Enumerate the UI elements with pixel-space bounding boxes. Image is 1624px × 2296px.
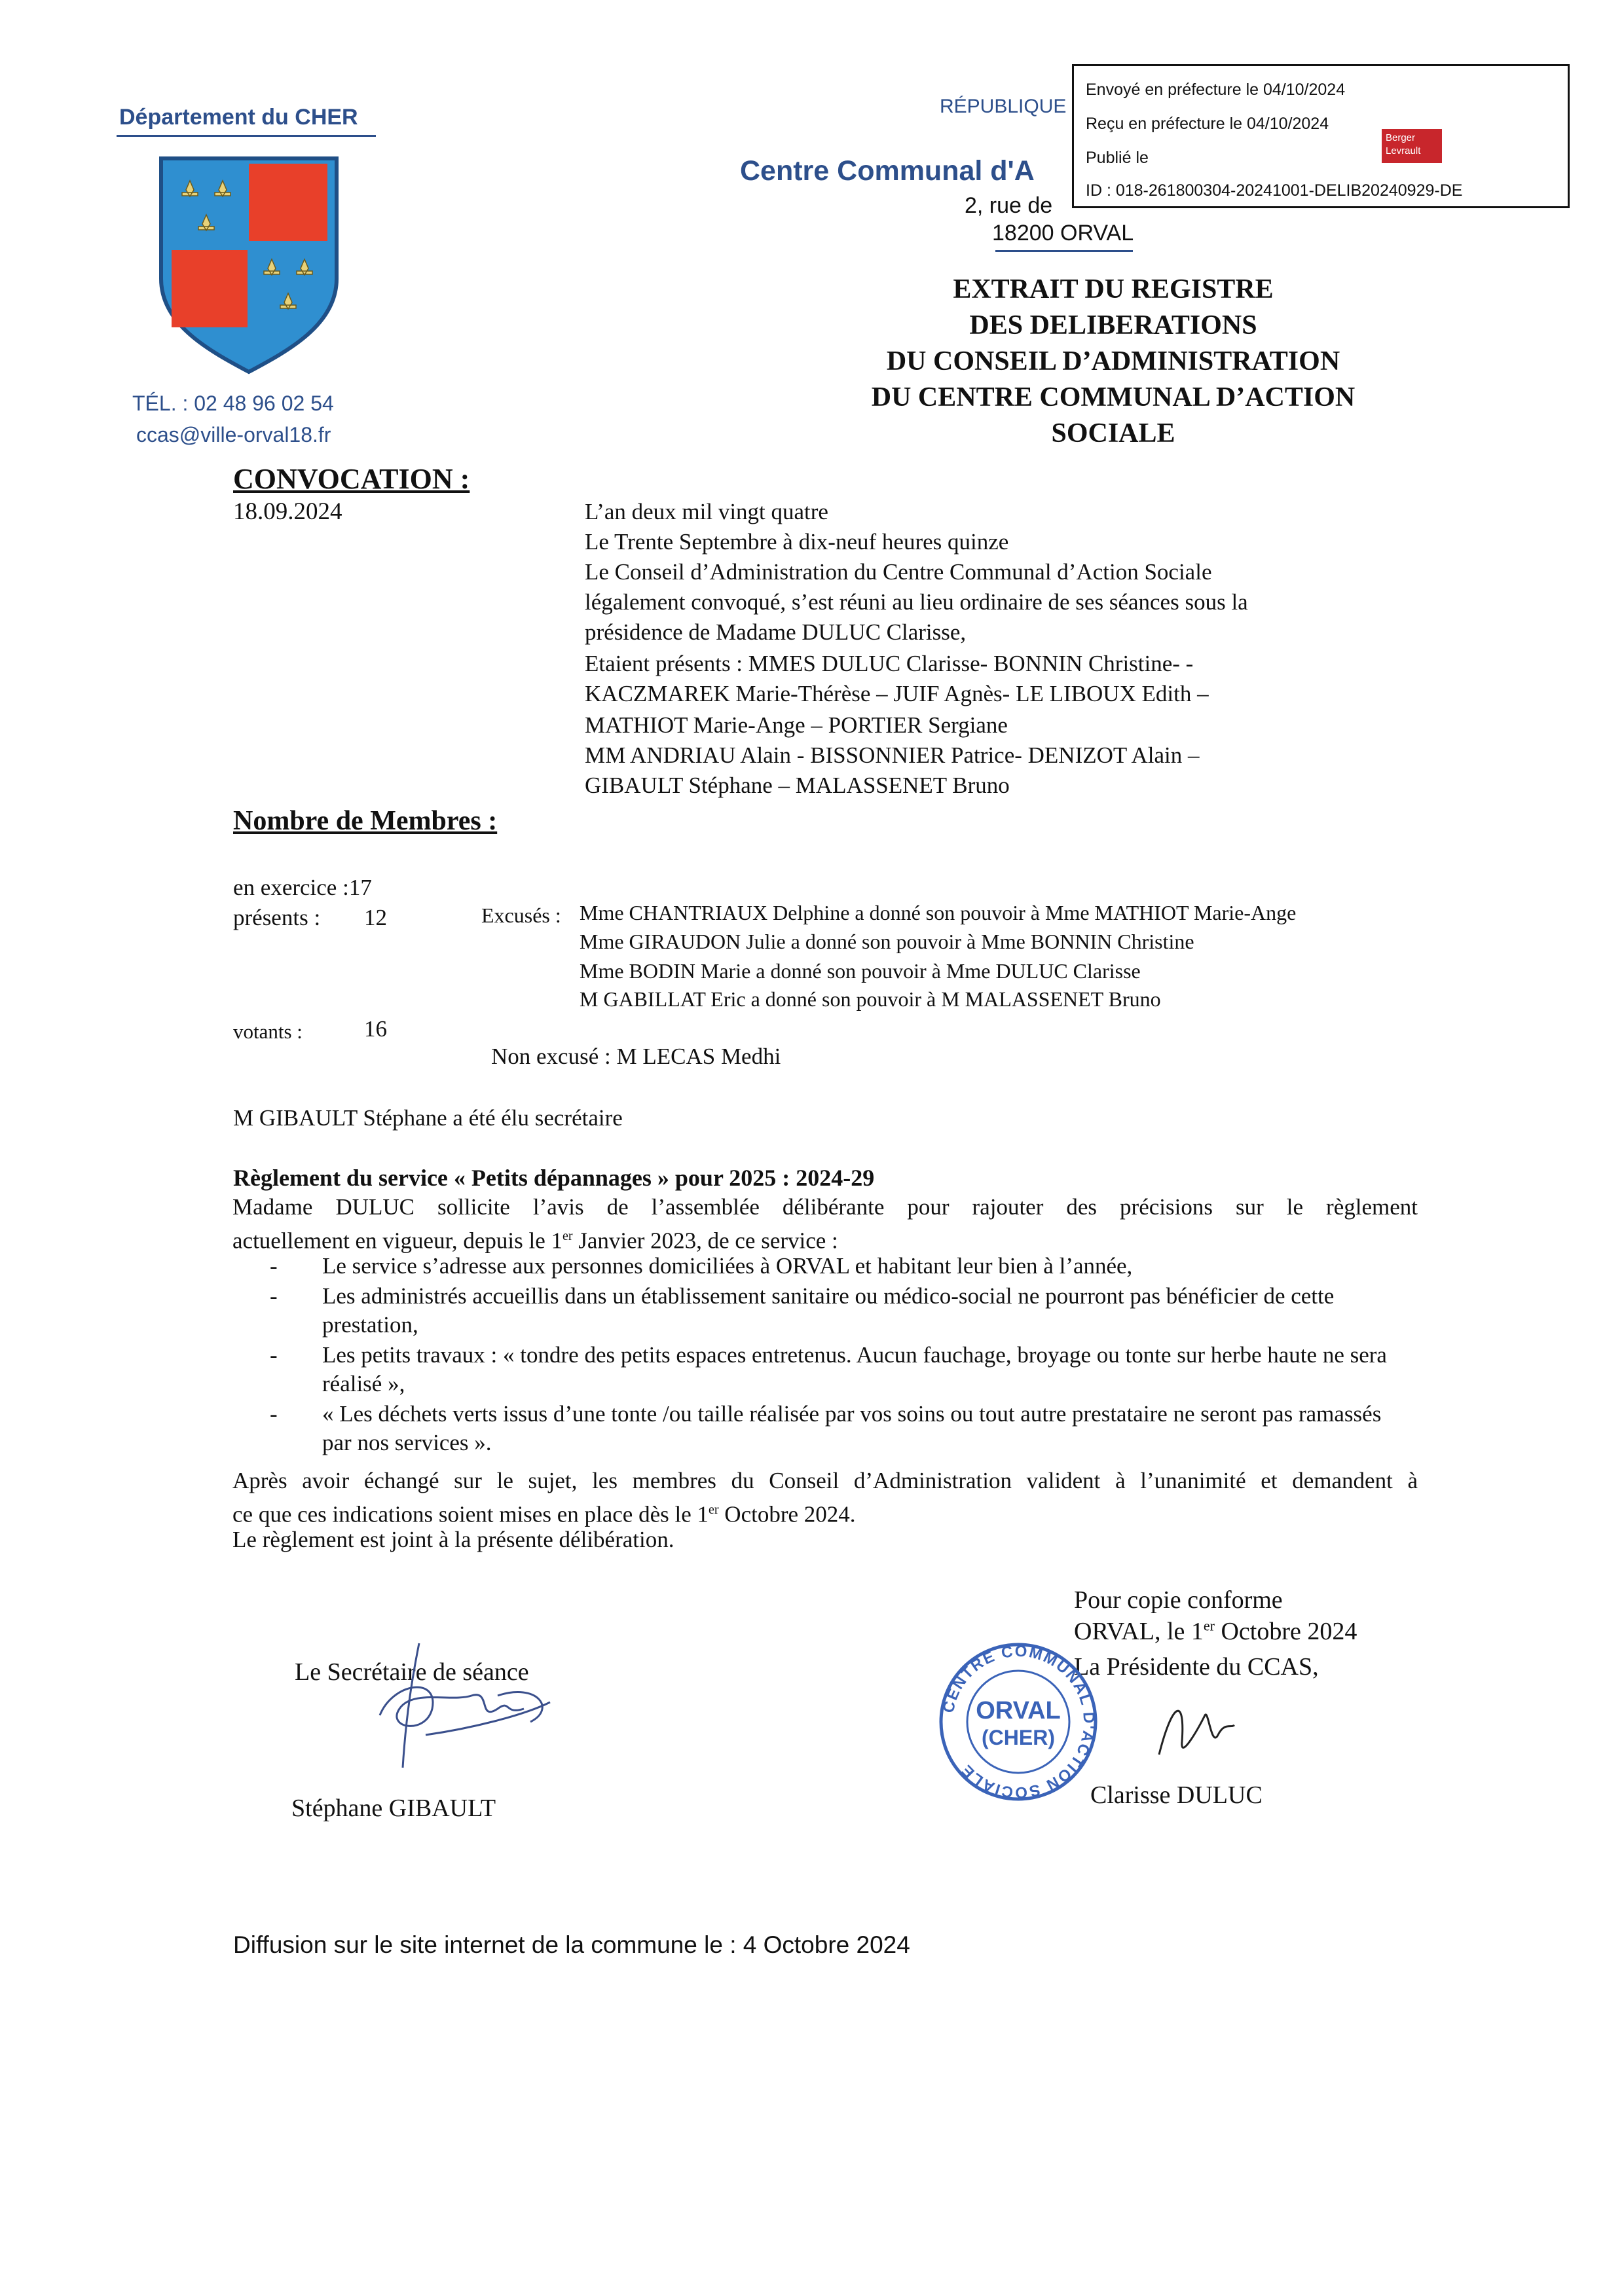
stamp-envoye: Envoyé en préfecture le 04/10/2024 — [1086, 81, 1346, 99]
department-name: Département du CHER — [119, 105, 358, 130]
excuse-line: Mme BODIN Marie a donné son pouvoir à Mme DULUC Clarisse — [580, 959, 1141, 983]
title-line-5: SOCIALE — [1051, 418, 1175, 448]
conclusion-b-sup: er — [709, 1503, 719, 1517]
lieu-date-text: ORVAL, le 1 — [1074, 1618, 1204, 1645]
intro-line: Etaient présents : MMES DULUC Clarisse- BONNIN Christine- - — [585, 651, 1194, 676]
intro-b-text2: Janvier 2023, de ce service : — [572, 1228, 838, 1254]
convocation-date: 18.09.2024 — [233, 498, 342, 525]
intro-line: légalement convoqué, s’est réuni au lieu ordinaire de ses séances sous la — [585, 589, 1248, 615]
en-exercice-value: 17 — [348, 875, 372, 900]
intro-line: Le Trente Septembre à dix-neuf heures quinze — [585, 529, 1009, 555]
conclusion-b — [232, 1495, 856, 1529]
president-signature-icon — [1153, 1689, 1238, 1768]
convocation-label: CONVOCATION : — [233, 463, 470, 495]
excuse-line: Mme CHANTRIAUX Delphine a donné son pouvoir à Mme MATHIOT Marie-Ange — [580, 901, 1297, 924]
non-excuse: Non excusé : M LECAS Medhi — [491, 1044, 781, 1069]
title-line-2: DES DELIBERATIONS — [969, 310, 1257, 340]
excuse-line: Mme GIRAUDON Julie a donné son pouvoir à Mme BONNIN Christine — [580, 930, 1194, 953]
title-line-4: DU CENTRE COMMUNAL D’ACTION — [871, 382, 1356, 412]
presidente-role: La Présidente du CCAS, — [1074, 1653, 1319, 1681]
en-exercice-label: en exercice : — [233, 875, 349, 900]
secretary-signature-icon — [341, 1637, 557, 1781]
members-heading: Nombre de Membres : — [233, 806, 498, 836]
lieu-date-sup: er — [1203, 1617, 1215, 1634]
secretaire-role: Le Secrétaire de séance — [295, 1658, 529, 1686]
intro-b-text: actuellement en vigueur, depuis le 1 — [232, 1228, 563, 1254]
deliberation-heading: Règlement du service « Petits dépannages » pour 2025 : 2024-29 — [233, 1165, 875, 1191]
list-item: - Le service s’adresse aux personnes domiciliées à ORVAL et habitant leur bien à l’année, — [236, 1252, 1414, 1281]
copie-conforme: Pour copie conforme — [1074, 1586, 1283, 1614]
intro-line: Le Conseil d’Administration du Centre Communal d’Action Sociale — [585, 559, 1212, 585]
republique-label: RÉPUBLIQUE — [940, 96, 1067, 117]
list-item: - Les administrés accueillis dans un établissement sanitaire ou médico-social ne pourront pas bénéficier de cette prestation, — [236, 1282, 1414, 1339]
presents-label: présents : — [233, 905, 321, 930]
seal-ring-text: CENTRE COMMUNAL D'ACTION SOCIALE — [939, 1642, 1098, 1802]
department-underline — [117, 135, 376, 137]
logo-line2: Levrault — [1386, 145, 1421, 156]
stamp-publie: Publié le — [1086, 149, 1149, 167]
regulation-attached: Le règlement est joint à la présente délibération. — [232, 1527, 674, 1552]
address-street: 2, rue de — [965, 193, 1053, 218]
conclusion-b-text: ce que ces indications soient mises en place dès le 1 — [232, 1501, 709, 1527]
deliberation-intro-b — [232, 1222, 838, 1256]
presents-value: 12 — [364, 905, 387, 930]
conclusion-b-text2: Octobre 2024. — [718, 1501, 856, 1527]
secretary-election: M GIBAULT Stéphane a été élu secrétaire — [233, 1105, 623, 1131]
excuses-label: Excusés : — [481, 903, 561, 927]
intro-line: L’an deux mil vingt quatre — [585, 499, 828, 524]
lieu-date-text2: Octobre 2024 — [1214, 1618, 1357, 1645]
en-exercice — [233, 875, 372, 901]
intro-line: présidence de Madame DULUC Clarisse, — [585, 619, 967, 645]
intro-line: KACZMAREK Marie-Thérèse – JUIF Agnès- LE LIBOUX Edith – — [585, 681, 1209, 706]
email-address: ccas@ville-orval18.fr — [136, 423, 331, 446]
title-line-1: EXTRAIT DU REGISTRE — [953, 274, 1274, 304]
ccas-name: Centre Communal d'A — [740, 155, 1035, 187]
berger-levrault-logo — [1382, 129, 1442, 163]
intro-line: GIBAULT Stéphane – MALASSENET Bruno — [585, 773, 1010, 798]
lieu-date — [1074, 1617, 1357, 1646]
stamp-id: ID : 018-261800304-20241001-DELIB20240929-DE — [1086, 181, 1463, 200]
address-underline — [995, 250, 1133, 252]
stamp-recu: Reçu en préfecture le 04/10/2024 — [1086, 115, 1329, 133]
votants-value: 16 — [364, 1016, 387, 1042]
conclusion-a: Après avoir échangé sur le sujet, les membres du Conseil d’Administration valident à l’unanimité et demandent à — [232, 1468, 1418, 1493]
ccas-seal-icon — [936, 1640, 1100, 1804]
diffusion-notice: Diffusion sur le site internet de la commune le : 4 Octobre 2024 — [233, 1931, 910, 1958]
seal-center-cher: (CHER) — [982, 1726, 1055, 1749]
coat-of-arms-icon — [157, 155, 341, 376]
intro-line: MATHIOT Marie-Ange – PORTIER Sergiane — [585, 712, 1008, 738]
secretaire-name: Stéphane GIBAULT — [291, 1795, 496, 1822]
prefecture-stamp-box — [1072, 64, 1570, 208]
intro-b-sup: er — [562, 1229, 573, 1243]
list-item: - Les petits travaux : « tondre des petits espaces entretenus. Aucun fauchage, broyage ou tonte sur herbe haute ne sera réalisé », — [236, 1341, 1414, 1398]
logo-line1: Berger — [1386, 132, 1416, 143]
votants-label: votants : — [233, 1020, 303, 1043]
excuse-line: M GABILLAT Eric a donné son pouvoir à M MALASSENET Bruno — [580, 987, 1161, 1011]
list-item: - « Les déchets verts issus d’une tonte /ou taille réalisée par vos soins ou tout autre prestataire ne seront pas ramassés par nos services ». — [236, 1400, 1414, 1457]
presidente-name: Clarisse DULUC — [1090, 1781, 1263, 1809]
intro-line: MM ANDRIAU Alain - BISSONNIER Patrice- DENIZOT Alain – — [585, 742, 1200, 768]
deliberation-intro-a: Madame DULUC sollicite l’avis de l’assemblée délibérante pour rajouter des précisions sur le règlement — [232, 1194, 1418, 1220]
address-city: 18200 ORVAL — [992, 221, 1134, 246]
title-line-3: DU CONSEIL D’ADMINISTRATION — [886, 346, 1340, 376]
phone-number: TÉL. : 02 48 96 02 54 — [132, 392, 334, 415]
seal-center-orval: ORVAL — [976, 1697, 1061, 1724]
conditions-list — [236, 1252, 1414, 1459]
